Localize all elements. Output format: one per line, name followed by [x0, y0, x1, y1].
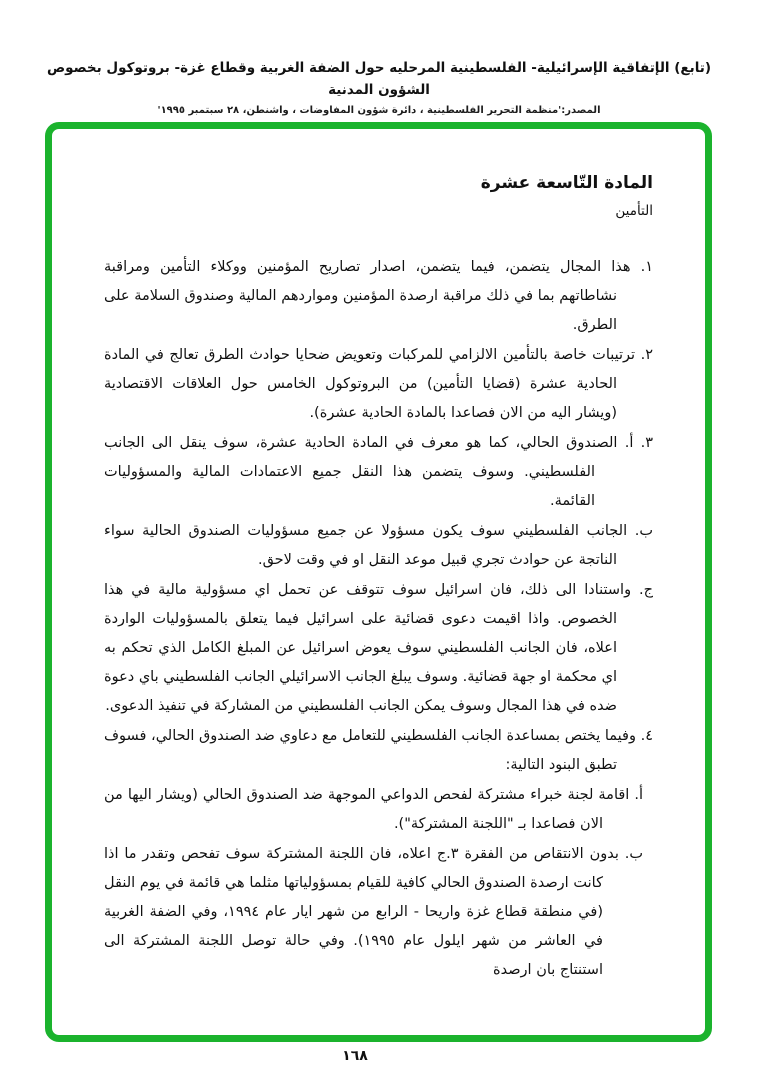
paragraph-text: بدون الانتقاص من الفقرة ٣.ج اعلاه، فان اللجنة المشتركة سوف تفحص وتقدر ما اذا كانت ارصدة الصندوق الحالي كافية للقيام بمسؤولياتها مثلما هي قائمة في يوم النقل (في منطقة قطاع غزة واريحا - الرابع من شهر ايار عام ١٩٩٤، وفي الضفة الغربية في العاشر من شهر ايلول عام ١٩٩٥). وفي حالة توصل اللجنة المشتركة الى استنتاج بان ارصدة	[104, 846, 619, 978]
paragraph-4a	[104, 781, 643, 839]
header-source: المصدر:'منظمة التحرير الفلسطينية ، دائرة شؤون المفاوضات ، واشنطن، ٢٨ سبتمبر ١٩٩٥'	[157, 105, 601, 117]
paragraph-marker: ١.	[640, 259, 654, 275]
paragraph-3c	[104, 576, 653, 721]
paragraph-text: ترتيبات خاصة بالتأمين الالزامي للمركبات وتعويض ضحايا حوادث الطرق تعالج في المادة الحادية عشرة (قضايا التأمين) من البروتوكول الخامس حول العلاقات الاقتصادية (ويشار اليه من الان فصاعدا بالمادة الحادية عشرة).	[104, 347, 636, 421]
paragraph-marker: ب.	[624, 846, 644, 862]
paragraph-text: الصندوق الحالي، كما هو معرف في المادة الحادية عشرة، سوف ينقل الى الجانب الفلسطيني. وسوف يتضمن هذا النقل جميع الاعتمادات المالية والمسؤوليات القائمة.	[104, 435, 618, 509]
paragraph-4b	[104, 840, 643, 985]
content-border-box	[45, 122, 712, 1042]
paragraph-3a	[104, 429, 653, 516]
paragraph-marker: ٣. أ.	[624, 435, 654, 451]
page-number: ١٦٨	[342, 1048, 368, 1064]
paragraph-text: اقامة لجنة خبراء مشتركة لفحص الدواعي الموجهة ضد الصندوق الحالي (ويشار اليها من الان فصاعدا بـ "اللجنة المشتركة").	[104, 787, 630, 832]
article-title: المادة التّاسعة عشرة	[480, 173, 653, 193]
paragraph-3b	[104, 517, 653, 575]
paragraph-text: وفيما يختص بمساعدة الجانب الفلسطيني للتعامل مع دعاوي ضد الصندوق الحالي، فسوف تطبق البنود التالية:	[104, 728, 636, 773]
paragraph-text: الجانب الفلسطيني سوف يكون مسؤولا عن جميع مسؤوليات الصندوق الحالية سواء الناتجة عن حوادث تجري قبيل موعد النقل او في وقت لاحق.	[104, 523, 628, 568]
article-body	[104, 253, 653, 985]
article-content	[52, 129, 705, 1035]
paragraph-marker: ب.	[634, 523, 653, 539]
paragraph-1	[104, 253, 653, 340]
header-title: (تابع) الإتفاقية الإسرائيلية- الفلسطينية المرحليه حول الضفة الغربية وقطاع غزة- بروتوكول بخصوص الشؤون المدنية	[47, 60, 711, 98]
paragraph-marker: أ.	[634, 787, 644, 803]
paragraph-text: هذا المجال يتضمن، فيما يتضمن، اصدار تصاريح المؤمنين ووكلاء التأمين ومراقبة نشاطاتهم بما في ذلك مراقبة ارصدة المؤمنين ومواردهم المالية وصندوق السلامة على الطرق.	[104, 259, 631, 333]
paragraph-marker: ٤.	[640, 728, 653, 744]
paragraph-marker: ٢.	[640, 347, 654, 363]
document-header	[30, 58, 728, 116]
paragraph-marker: ج.	[639, 582, 653, 598]
paragraph-text: واستنادا الى ذلك، فان اسرائيل سوف تتوقف عن تحمل اي مسؤولية مالية في هذا الخصوص. واذا اقيمت دعوى قضائية على اسرائيل فيما يتعلق بالمسؤوليات الواردة اعلاه، فان الجانب الفلسطيني سوف يعوض اسرائيل عن المبلغ الكامل الذي تحكم به اي محكمة او جهة قضائية. وسوف يبلغ الجانب الاسرائيلي الجانب الفلسطيني باي دعوة ضده في هذا المجال وسوف يمكن الجانب الفلسطيني من المشاركة في تنفيذ الدعوى.	[104, 582, 632, 714]
paragraph-2	[104, 341, 653, 428]
paragraph-4	[104, 722, 653, 780]
article-subtitle: التأمين	[615, 203, 653, 219]
